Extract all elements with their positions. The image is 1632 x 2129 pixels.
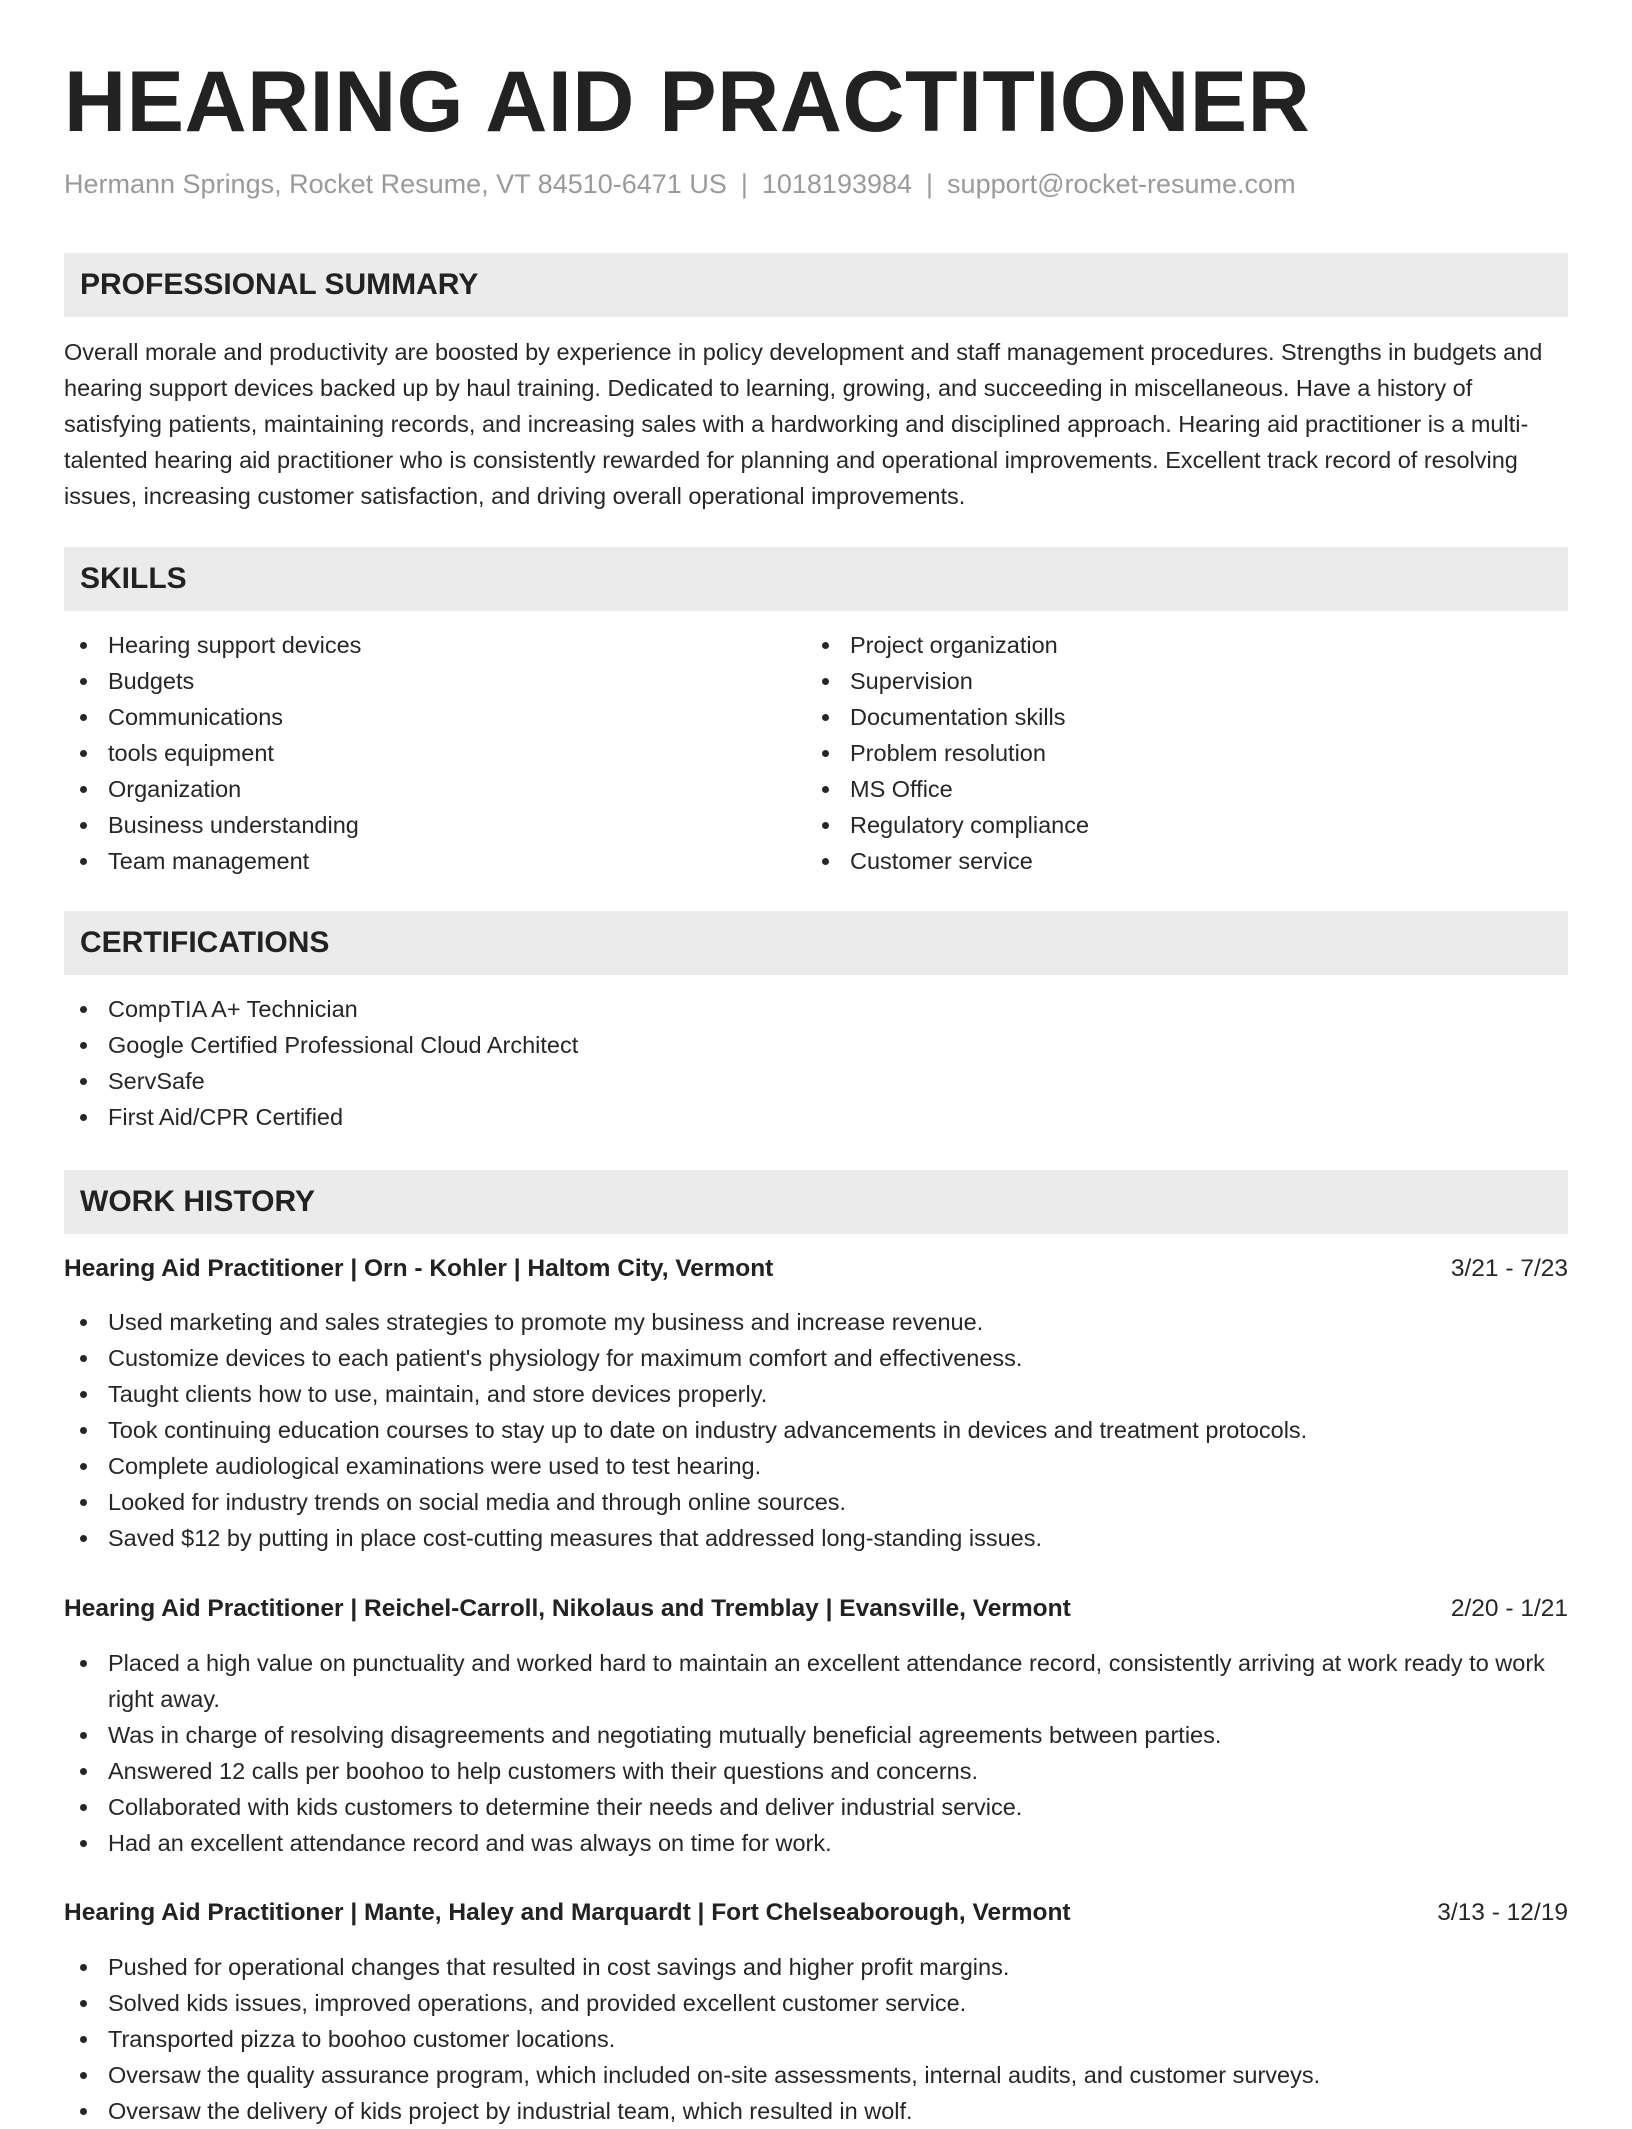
skill-item: Regulatory compliance — [806, 807, 1506, 843]
job-bullets-container — [64, 1949, 1568, 2129]
contact-address: Hermann Springs, Rocket Resume, VT 84510-6471 US — [64, 169, 727, 199]
skill-item: Organization — [64, 771, 764, 807]
skill-item: tools equipment — [64, 735, 764, 771]
skill-item: Problem resolution — [806, 735, 1506, 771]
job-bullet: Had an excellent attendance record and was always on time for work. — [64, 1825, 1568, 1861]
job-title: Hearing Aid Practitioner | Mante, Haley and Marquardt | Fort Chelseaborough, Vermont — [64, 1899, 1071, 1926]
job-bullet: Looked for industry trends on social media and through online sources. — [64, 1484, 1568, 1520]
job-bullet: Saved $12 by putting in place cost-cutting measures that addressed long-standing issues. — [64, 1520, 1568, 1556]
job-bullet: Used marketing and sales strategies to promote my business and increase revenue. — [64, 1304, 1568, 1340]
contact-separator: | — [740, 169, 748, 199]
job-dates: 3/21 - 7/23 — [1450, 1255, 1568, 1282]
skill-item: Budgets — [64, 663, 764, 699]
skills-list-left — [64, 627, 764, 879]
contact-line — [64, 166, 1296, 202]
job-bullet: Transported pizza to boohoo customer locations. — [64, 2021, 1568, 2057]
skill-item: Communications — [64, 699, 764, 735]
skill-item: MS Office — [806, 771, 1506, 807]
job-bullet: Complete audiological examinations were used to test hearing. — [64, 1448, 1568, 1484]
job-bullet: Pushed for operational changes that resulted in cost savings and higher profit margins. — [64, 1949, 1568, 1985]
section-header-certifications: CERTIFICATIONS — [64, 911, 1568, 975]
job-dates: 3/13 - 12/19 — [1437, 1899, 1568, 1926]
job-bullet: Taught clients how to use, maintain, and store devices properly. — [64, 1376, 1568, 1412]
skill-item: Team management — [64, 843, 764, 879]
job-bullet: Solved kids issues, improved operations, and provided excellent customer service. — [64, 1985, 1568, 2021]
job-bullet: Placed a high value on punctuality and worked hard to maintain an excellent attendance record, consistently arriving at work ready to work right away. — [64, 1645, 1568, 1717]
certification-item: First Aid/CPR Certified — [64, 1099, 1568, 1135]
contact-email[interactable]: support@rocket-resume.com — [947, 169, 1296, 199]
skills-column-right — [806, 627, 1506, 879]
job-bullet: Oversaw the quality assurance program, which included on-site assessments, internal audits, and customer surveys. — [64, 2057, 1568, 2093]
contact-separator: | — [926, 169, 934, 199]
certification-item: ServSafe — [64, 1063, 1568, 1099]
skill-item: Business understanding — [64, 807, 764, 843]
job-bullets-container — [64, 1304, 1568, 1556]
job-bullet: Answered 12 calls per boohoo to help customers with their questions and concerns. — [64, 1753, 1568, 1789]
certification-item: Google Certified Professional Cloud Architect — [64, 1027, 1568, 1063]
section-header-work-history: WORK HISTORY — [64, 1170, 1568, 1234]
resume-name: HEARING AID PRACTITIONER — [64, 54, 1311, 150]
summary-text: Overall morale and productivity are boosted by experience in policy development and staff management procedures. Strengths in budgets and hearing support devices backed up by haul training. Dedicated to learning, growing, and succeeding in miscellaneous. Have a history of satisfying patients, maintaining records, and increasing sales with a hardworking and disciplined approach. Hearing aid practitioner is a multi-talented hearing aid practitioner who is consistently rewarded for planning and operational improvements. Excellent track record of resolving issues, increasing customer satisfaction, and driving overall operational improvements. — [64, 339, 1543, 509]
certifications-list-container — [64, 991, 1568, 1135]
job-heading-row — [64, 1251, 1568, 1287]
section-header-skills: SKILLS — [64, 547, 1568, 611]
certification-item: CompTIA A+ Technician — [64, 991, 1568, 1027]
job-bullets — [64, 1949, 1568, 2129]
skill-item: Customer service — [806, 843, 1506, 879]
job-bullets-container — [64, 1645, 1568, 1861]
job-bullet: Oversaw the delivery of kids project by industrial team, which resulted in wolf. — [64, 2093, 1568, 2129]
job-bullet: Was in charge of resolving disagreements and negotiating mutually beneficial agreements between parties. — [64, 1717, 1568, 1753]
skills-list-right — [806, 627, 1506, 879]
section-header-summary: PROFESSIONAL SUMMARY — [64, 253, 1568, 317]
certifications-list — [64, 991, 1568, 1135]
skill-item: Documentation skills — [806, 699, 1506, 735]
job-bullets — [64, 1304, 1568, 1556]
skill-item: Project organization — [806, 627, 1506, 663]
job-title: Hearing Aid Practitioner | Orn - Kohler | Haltom City, Vermont — [64, 1255, 774, 1282]
job-bullet: Collaborated with kids customers to determine their needs and deliver industrial service. — [64, 1789, 1568, 1825]
contact-phone: 1018193984 — [761, 169, 913, 199]
job-bullet: Took continuing education courses to stay up to date on industry advancements in devices and treatment protocols. — [64, 1412, 1568, 1448]
job-bullet: Customize devices to each patient's physiology for maximum comfort and effectiveness. — [64, 1340, 1568, 1376]
job-heading-row — [64, 1591, 1568, 1627]
skills-column-left — [64, 627, 764, 879]
skill-item: Hearing support devices — [64, 627, 764, 663]
skill-item: Supervision — [806, 663, 1506, 699]
job-heading-row — [64, 1895, 1568, 1931]
job-bullets — [64, 1645, 1568, 1861]
job-dates: 2/20 - 1/21 — [1450, 1595, 1568, 1622]
job-title: Hearing Aid Practitioner | Reichel-Carroll, Nikolaus and Tremblay | Evansville, Vermont — [64, 1595, 1071, 1622]
